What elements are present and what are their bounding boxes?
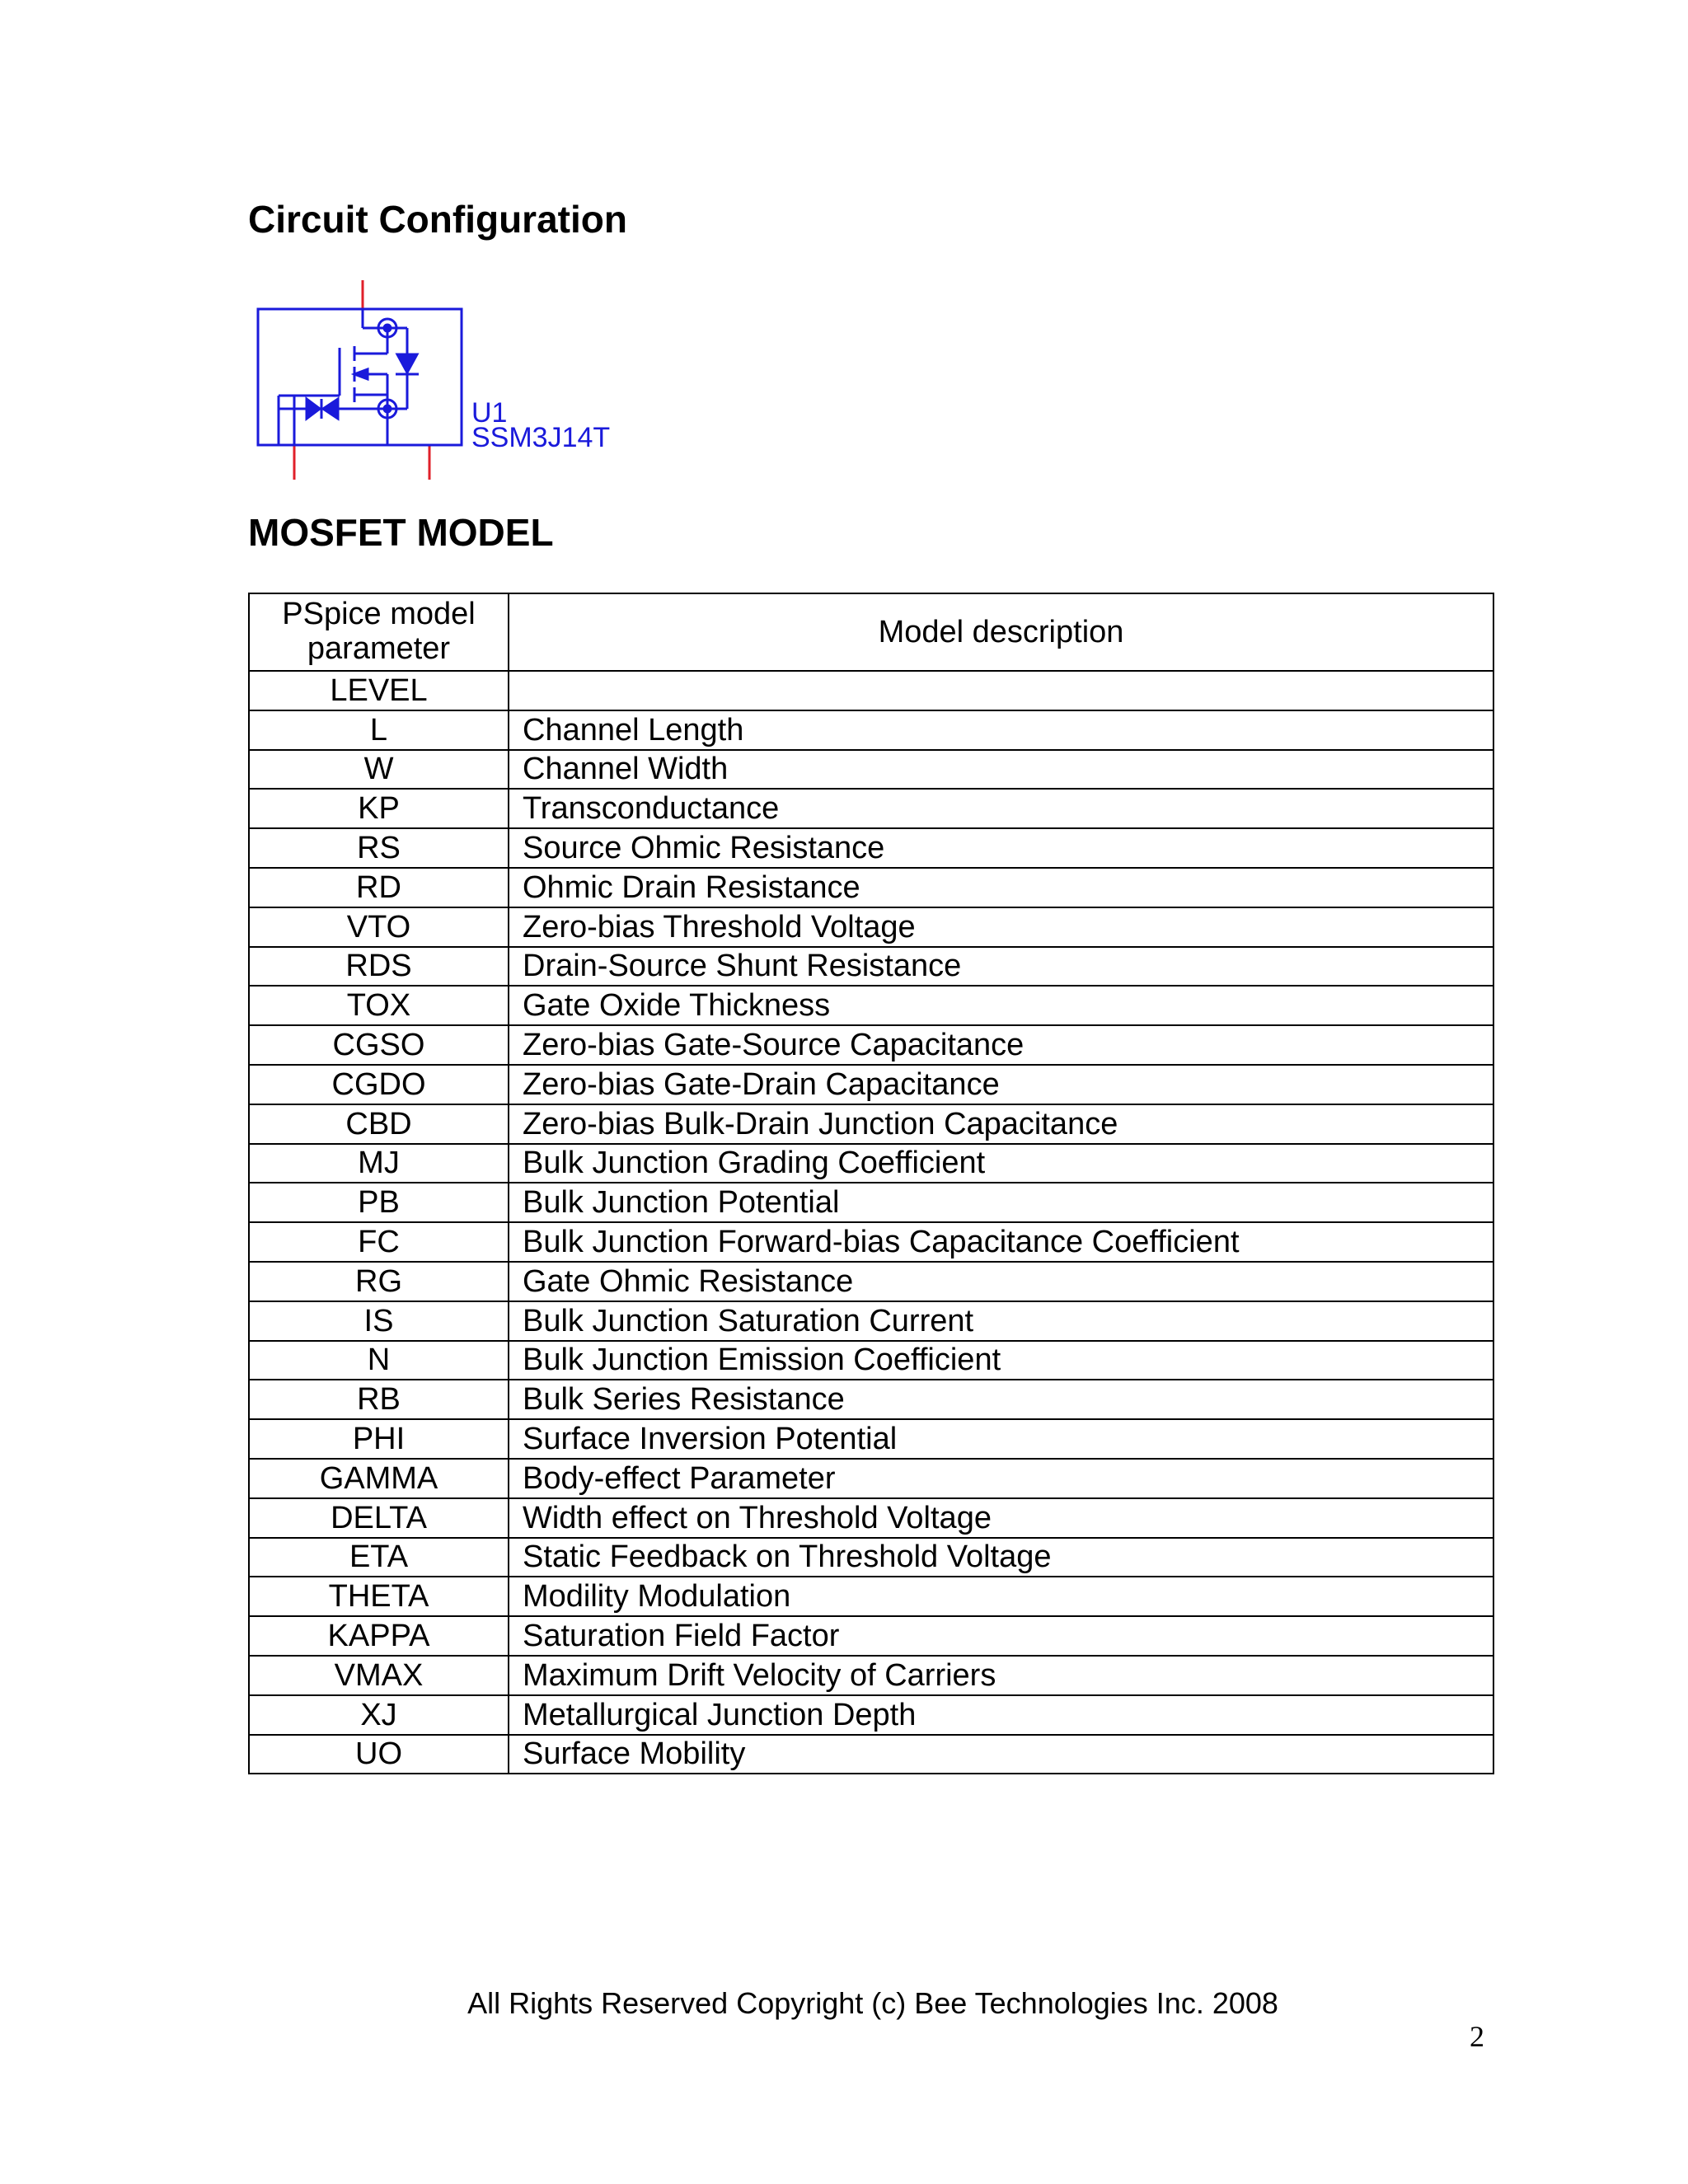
header-param-line1: PSpice model [282, 597, 476, 632]
description-cell: Bulk Junction Saturation Current [509, 1301, 1493, 1341]
description-cell: Body-effect Parameter [509, 1459, 1493, 1498]
param-cell: CGDO [249, 1065, 509, 1104]
description-cell: Zero-bias Threshold Voltage [509, 907, 1493, 947]
param-cell: RD [249, 868, 509, 907]
param-cell: PHI [249, 1419, 509, 1459]
table-row [249, 671, 1493, 710]
table-header-row [249, 593, 1493, 671]
param-cell: TOX [249, 986, 509, 1025]
header-param [249, 593, 509, 671]
description-cell: Gate Oxide Thickness [509, 986, 1493, 1025]
mosfet-schematic-symbol [247, 272, 643, 494]
table-row [249, 1183, 1493, 1222]
heading-circuit-configuration: Circuit Configuration [248, 198, 627, 241]
param-cell: UO [249, 1735, 509, 1774]
param-cell: N [249, 1341, 509, 1380]
param-cell: KP [249, 789, 509, 828]
table-row [249, 1498, 1493, 1538]
description-cell: Drain-Source Shunt Resistance [509, 947, 1493, 987]
param-cell: MJ [249, 1144, 509, 1183]
table-row [249, 1262, 1493, 1301]
table-row [249, 1301, 1493, 1341]
description-cell: Metallurgical Junction Depth [509, 1695, 1493, 1735]
description-cell: Saturation Field Factor [509, 1616, 1493, 1656]
description-cell: Bulk Junction Potential [509, 1183, 1493, 1222]
description-cell: Source Ohmic Resistance [509, 828, 1493, 868]
param-cell: RDS [249, 947, 509, 987]
table-row [249, 1419, 1493, 1459]
description-cell: Bulk Junction Grading Coefficient [509, 1144, 1493, 1183]
description-cell: Channel Length [509, 710, 1493, 750]
description-cell: Gate Ohmic Resistance [509, 1262, 1493, 1301]
description-cell: Modility Modulation [509, 1577, 1493, 1616]
param-cell: ETA [249, 1538, 509, 1577]
table-row [249, 986, 1493, 1025]
table-row [249, 1656, 1493, 1695]
param-cell: VMAX [249, 1656, 509, 1695]
table-row [249, 1459, 1493, 1498]
description-cell [509, 671, 1493, 710]
table-row [249, 1380, 1493, 1419]
param-cell: LEVEL [249, 671, 509, 710]
description-cell: Surface Inversion Potential [509, 1419, 1493, 1459]
description-cell: Surface Mobility [509, 1735, 1493, 1774]
param-cell: IS [249, 1301, 509, 1341]
description-cell: Bulk Series Resistance [509, 1380, 1493, 1419]
table-row [249, 1577, 1493, 1616]
description-cell: Maximum Drift Velocity of Carriers [509, 1656, 1493, 1695]
table-row [249, 1735, 1493, 1774]
param-cell: DELTA [249, 1498, 509, 1538]
diode-symbols [307, 325, 419, 419]
description-cell: Bulk Junction Forward-bias Capacitance Coefficient [509, 1222, 1493, 1262]
table-row [249, 1695, 1493, 1735]
ref-designator: U1 [471, 397, 508, 429]
description-cell: Transconductance [509, 789, 1493, 828]
header-description: Model description [509, 593, 1493, 671]
param-cell: RB [249, 1380, 509, 1419]
param-cell: FC [249, 1222, 509, 1262]
param-cell: CBD [249, 1104, 509, 1144]
table-row [249, 828, 1493, 868]
page-number: 2 [1470, 2020, 1484, 2053]
description-cell: Bulk Junction Emission Coefficient [509, 1341, 1493, 1380]
param-cell: CGSO [249, 1025, 509, 1065]
copyright-footer: All Rights Reserved Copyright (c) Bee Technologies Inc. 2008 [467, 1986, 1278, 2020]
description-cell: Width effect on Threshold Voltage [509, 1498, 1493, 1538]
param-cell: KAPPA [249, 1616, 509, 1656]
description-cell: Zero-bias Gate-Source Capacitance [509, 1025, 1493, 1065]
table-row [249, 710, 1493, 750]
param-cell: XJ [249, 1695, 509, 1735]
param-cell: GAMMA [249, 1459, 509, 1498]
table-row [249, 789, 1493, 828]
table-row [249, 868, 1493, 907]
description-cell: Ohmic Drain Resistance [509, 868, 1493, 907]
table-row [249, 1341, 1493, 1380]
param-cell: PB [249, 1183, 509, 1222]
description-cell: Static Feedback on Threshold Voltage [509, 1538, 1493, 1577]
param-cell: RS [249, 828, 509, 868]
table-row [249, 1222, 1493, 1262]
table-row [249, 1538, 1493, 1577]
mosfet-parameter-table [248, 593, 1494, 1774]
param-cell: THETA [249, 1577, 509, 1616]
param-cell: VTO [249, 907, 509, 947]
table-row [249, 1616, 1493, 1656]
table-row [249, 947, 1493, 987]
description-cell: Zero-bias Bulk-Drain Junction Capacitance [509, 1104, 1493, 1144]
table-row [249, 907, 1493, 947]
param-cell: RG [249, 1262, 509, 1301]
description-cell: Channel Width [509, 750, 1493, 790]
table-row [249, 1104, 1493, 1144]
header-param-line2: parameter [307, 631, 451, 666]
description-cell: Zero-bias Gate-Drain Capacitance [509, 1065, 1493, 1104]
table-row [249, 1065, 1493, 1104]
param-cell: W [249, 750, 509, 790]
table-row [249, 750, 1493, 790]
heading-mosfet-model: MOSFET MODEL [248, 511, 554, 554]
table-row [249, 1144, 1493, 1183]
table-row [249, 1025, 1493, 1065]
param-cell: L [249, 710, 509, 750]
part-number: SSM3J14T [471, 422, 611, 453]
